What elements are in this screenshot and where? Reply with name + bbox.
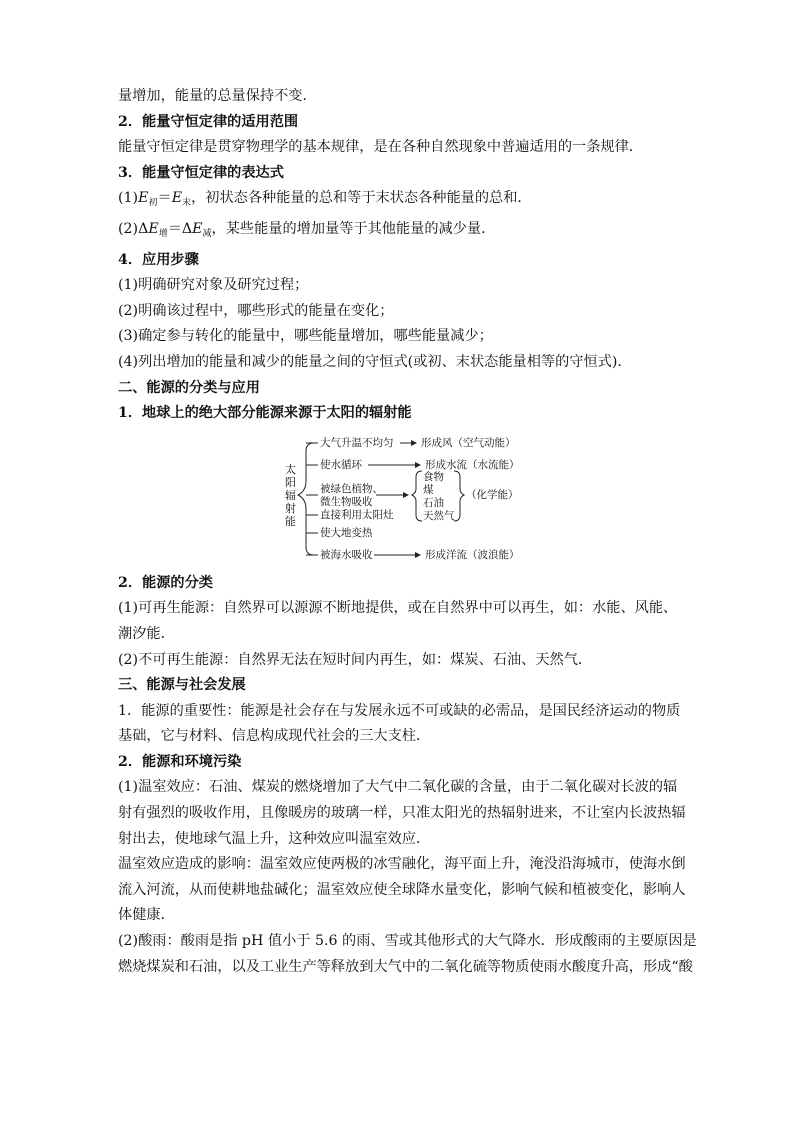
char: 射 (285, 501, 296, 515)
text-line: 潮汐能． (118, 625, 175, 642)
branch-solar-cooker: 直接利用太阳灶 (320, 508, 394, 521)
result-wind: 形成风（空气动能） (421, 436, 516, 449)
char: 阳 (285, 475, 296, 489)
text-line: (2)不可再生能源：自然界无法在短时间内再生，如：煤炭、石油、天然气． (118, 651, 593, 668)
heading-applicability: 2．能量守恒定律的适用范围 (118, 113, 299, 130)
text-line: 射出去，使地球气温上升，这种效应叫温室效应． (118, 830, 431, 847)
heading-solar-source: 1．地球上的绝大部分能源来源于太阳的辐射能 (118, 405, 412, 422)
text-line: 基础，它与材料、信息构成现代社会的三大支柱． (118, 728, 431, 745)
formula-line-2 (118, 217, 680, 248)
subscript: 末 (182, 198, 192, 209)
branch-plants-a: 被绿色植物、 (320, 482, 383, 495)
heading-pollution: 2．能源和环境污染 (118, 753, 242, 770)
step-item: (4)列出增加的能量和减少的能量之间的守恒式(或初、末状态能量相等的守恒式)． (118, 353, 632, 370)
subscript: 初 (148, 198, 158, 209)
equals-sign: ＝ (157, 190, 172, 207)
text-line: 量增加，能量的总量保持不变． (118, 88, 317, 104)
step-item: (1)明确研究对象及研究过程； (118, 277, 309, 294)
formula-line-1 (118, 186, 680, 217)
heading-steps: 4．应用步骤 (118, 251, 199, 268)
branch-ocean: 被海水吸收 (320, 548, 373, 561)
document-page (118, 84, 697, 980)
fuel-gas: 天然气 (423, 509, 455, 522)
fuel-oil: 石油 (423, 496, 444, 509)
formula-description: ，某些能量的增加量等于其他能量的减少量． (211, 220, 496, 237)
text-line: 体健康． (118, 907, 175, 924)
text-line: 燃烧煤炭和石油，以及工业生产等释放到大气中的二氧化硫等物质使雨水酸度升高，形成“酸 (118, 958, 693, 975)
heading-expression: 3．能量守恒定律的表达式 (118, 164, 284, 181)
diagram-lines (118, 429, 680, 565)
char: 太 (285, 462, 296, 476)
text-line: 温室效应造成的影响：温室效应使两极的冰雪融化，海平面上升，淹没沿海城市，使海水倒 (118, 856, 686, 873)
section-heading-3: 三、能源与社会发展 (118, 677, 246, 694)
energy-symbol: E (192, 220, 203, 237)
subscript: 增 (158, 228, 168, 239)
char: 辐 (285, 488, 296, 502)
text-line: 流入河流，从而使耕地盐碱化；温室效应使全球降水量变化，影响气候和植被变化，影响人 (118, 881, 686, 898)
solar-energy-diagram (118, 429, 680, 565)
heading-classification: 2．能源的分类 (118, 574, 213, 591)
branch-ground-heat: 使大地变热 (320, 526, 373, 539)
formula-prefix: (1) (118, 190, 139, 207)
branch-water-cycle: 使水循环 (320, 458, 362, 471)
step-item: (2)明确该过程中，哪些形式的能量在变化； (118, 302, 394, 319)
fuel-coal: 煤 (423, 483, 434, 496)
text-line: (2)酸雨：酸雨是指 pH 值小于 5.6 的雨、雪或其他形式的大气降水．形成酸雨的主要原因是 (118, 933, 697, 950)
text-line: 1．能源的重要性：能源是社会存在与发展永远不可或缺的必需品，是国民经济运动的物质 (118, 702, 681, 719)
section-heading-2: 二、能源的分类与应用 (118, 379, 260, 396)
result-water-flow: 形成水流（水流能） (425, 458, 520, 471)
text-line: (1)温室效应：石油、煤炭的燃烧增加了大气中二氧化碳的含量，由于二氧化碳对长波的辐 (118, 779, 678, 796)
fuel-food: 食物 (423, 470, 444, 483)
branch-atmosphere: 大气升温不均匀 (320, 436, 394, 449)
formula-description: ，初状态各种能量的总和等于末状态各种能量的总和． (191, 190, 532, 207)
subscript: 减 (202, 228, 212, 239)
energy-symbol: E (138, 190, 149, 207)
step-item: (3)确定参与转化的能量中，哪些能量增加，哪些能量减少； (118, 328, 493, 345)
result-ocean-current: 形成洋流（波浪能） (425, 548, 520, 561)
text-line: 射有强烈的吸收作用，且像暖房的玻璃一样，只准太阳光的热辐射进来，不让室内长波热辐 (118, 805, 686, 822)
text-line: 能量守恒定律是贯穿物理学的基本规律，是在各种自然现象中普遍适用的一条规律． (118, 139, 643, 156)
formula-prefix: (2)Δ (118, 220, 149, 237)
result-chemical: （化学能） (466, 488, 519, 501)
equals-sign: ＝Δ (167, 220, 193, 237)
text-line: (1)可再生能源：自然界可以源源不断地提供，或在自然界中可以再生，如：水能、风能、 (118, 600, 678, 617)
char: 能 (285, 514, 296, 528)
branch-plants-b: 微生物吸收 (320, 495, 373, 508)
solar-radiation-label (284, 463, 297, 528)
energy-symbol: E (148, 220, 159, 237)
energy-symbol: E (171, 190, 183, 207)
